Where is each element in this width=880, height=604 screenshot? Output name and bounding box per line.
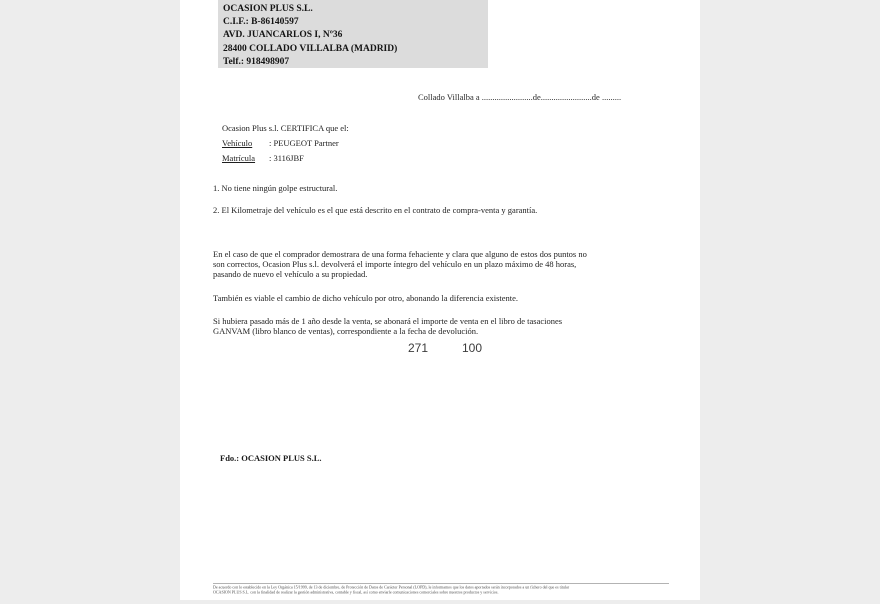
legal-footer-line: De acuerdo con lo establecido en la Ley Orgánica 15/1999, de 13 de diciembre, de Protección de Datos de Carácter Personal (LOPD), le informamos que los datos aportados serán incorporados a un fichero del que es titular — [213, 585, 570, 590]
legal-footer — [213, 583, 669, 604]
valuation-paragraph-line: Si hubiera pasado más de 1 año desde la venta, se abonará el importe de venta en el libro de tasaciones — [213, 316, 563, 326]
vehicle-row — [222, 136, 349, 151]
company-phone: Telf.: 918498907 — [223, 56, 290, 67]
plate-label: Matrícula — [222, 153, 256, 163]
company-name: OCASION PLUS S.L. — [223, 4, 313, 14]
condition-point-1: 1. No tiene ningún golpe estructural. — [213, 183, 338, 193]
vehicle-value: : PEUGEOT Partner — [269, 138, 339, 148]
company-address: AVD. JUANCARLOS I, Nº36 — [223, 30, 343, 41]
date-line: Collado Villalba a ........................de........................de ......... — [418, 92, 622, 102]
refund-paragraph-line: son correctos, Ocasion Plus s.l. devolverá el importe íntegro del vehículo en un plazo máximo de 48 horas, — [213, 258, 577, 269]
annotation-number-left: 271 — [408, 341, 429, 355]
plate-value: : 3116JBF — [269, 153, 304, 163]
exchange-paragraph-line: También es viable el cambio de dicho vehículo por otro, abonando la diferencia existente. — [213, 293, 519, 303]
certify-intro-text: Ocasion Plus s.l. CERTIFICA que el: — [222, 123, 349, 133]
document-page — [180, 0, 700, 600]
plate-row — [222, 151, 349, 166]
legal-footer-line: OCASION PLUS S.L. con la finalidad de realizar la gestión administrativa, contable y fiscal, así como enviarle comunicaciones comerciales sobre nuestros productos y servicios. — [213, 589, 499, 595]
certify-block — [222, 121, 349, 166]
refund-paragraph-line: pasando de nuevo el vehículo a su propiedad. — [213, 268, 368, 279]
certify-intro — [222, 121, 349, 136]
vehicle-label: Vehículo — [222, 138, 253, 148]
exchange-paragraph — [213, 294, 675, 304]
valuation-paragraph-line: GANVAM (libro blanco de ventas), correspondiente a la fecha de devolución. — [213, 325, 479, 336]
refund-paragraph — [213, 250, 675, 279]
company-cif: C.I.F.: B-86140597 — [223, 17, 299, 28]
refund-paragraph-line: En el caso de que el comprador demostrara de una forma fehaciente y clara que alguno de estos dos puntos no — [213, 249, 587, 259]
legal-footer-text — [213, 585, 669, 595]
valuation-paragraph — [213, 317, 675, 337]
company-header-block — [218, 0, 488, 68]
condition-point-2: 2. El Kilometraje del vehículo es el que está descrito en el contrato de compra-venta y garantía. — [213, 205, 538, 215]
company-city: 28400 COLLADO VILLALBA (MADRID) — [223, 43, 398, 54]
signature-line: Fdo.: OCASION PLUS S.L. — [220, 453, 322, 463]
annotation-number-right: 100 — [462, 341, 483, 355]
